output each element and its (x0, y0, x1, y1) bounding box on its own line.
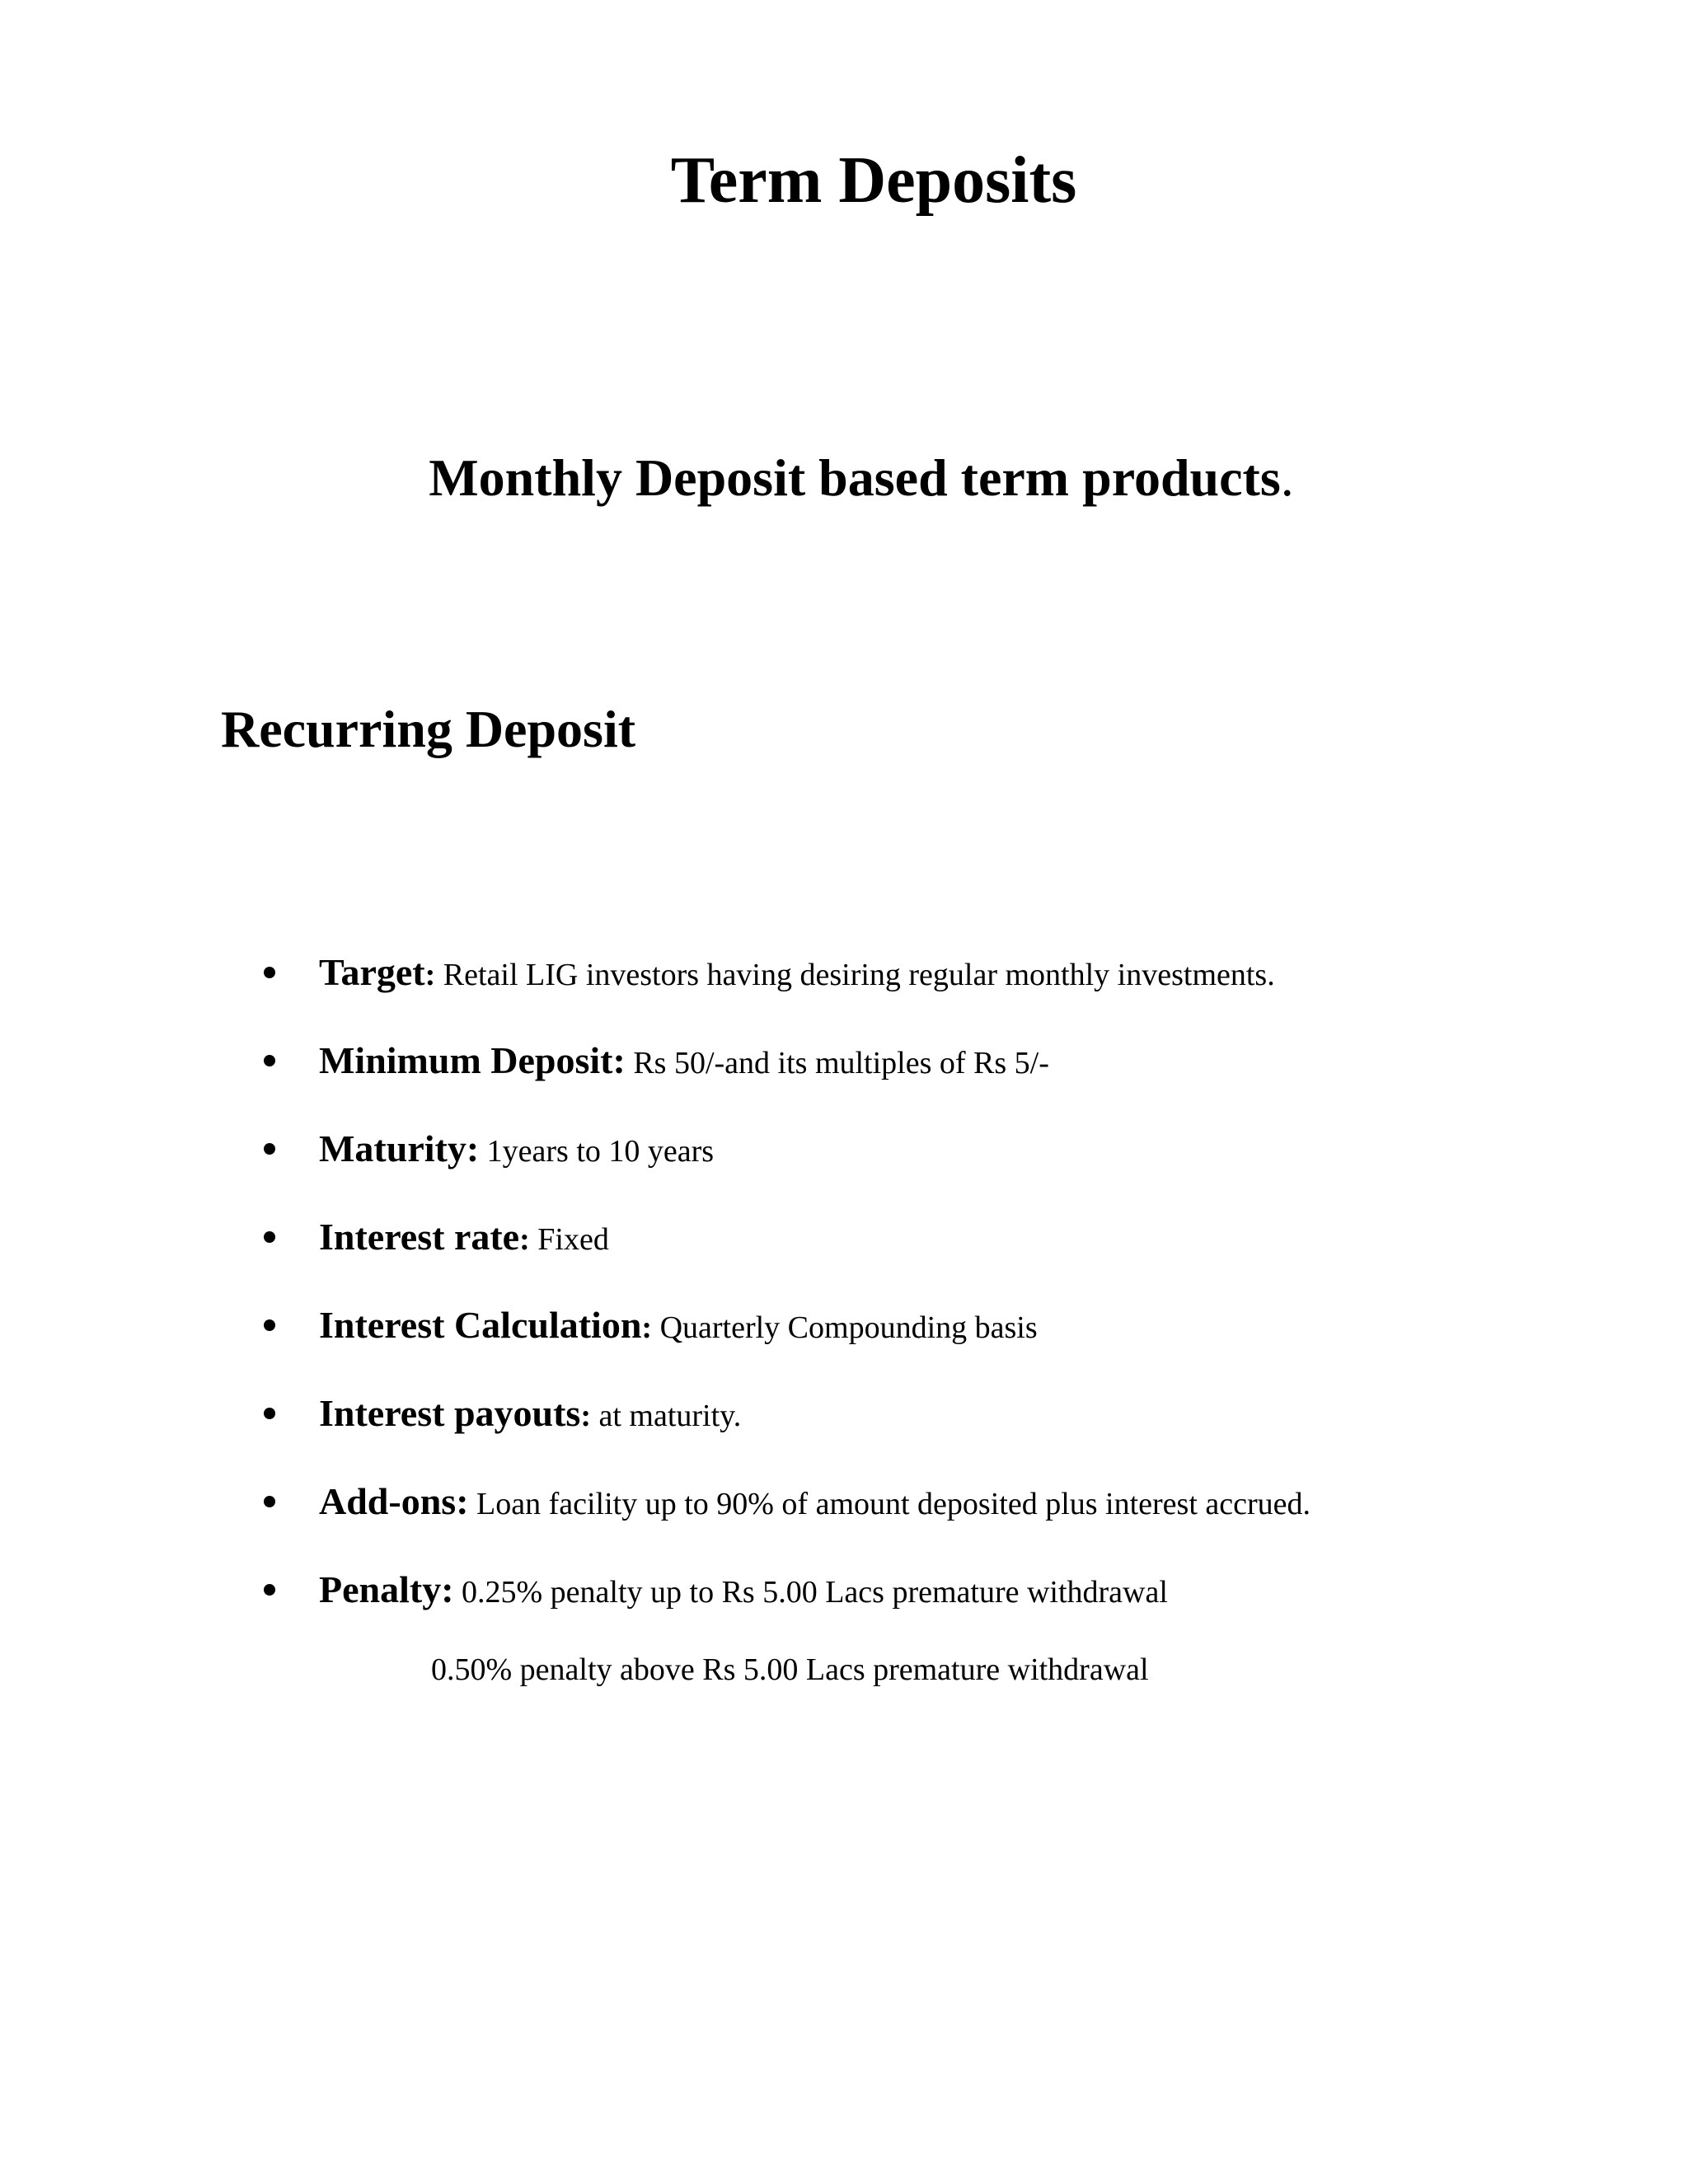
bullet-icon (264, 1319, 275, 1331)
feature-list (264, 948, 1624, 1653)
item-description: Fixed (529, 1222, 609, 1257)
item-description: Loan facility up to 90% of amount deposited plus interest accrued. (468, 1487, 1311, 1521)
bullet-icon (264, 1055, 275, 1066)
item-colon: : (519, 1222, 530, 1257)
list-item-penalty (264, 1565, 1624, 1653)
bullet-icon (264, 1584, 275, 1596)
subtitle-text: Monthly Deposit based term products (429, 448, 1281, 507)
subtitle-period: . (1280, 448, 1294, 507)
item-description: Rs 50/-and its multiples of Rs 5/- (625, 1046, 1049, 1080)
item-colon: : (580, 1399, 591, 1433)
list-item-interest-payouts (264, 1389, 1624, 1477)
item-term: Interest Calculation (319, 1304, 642, 1346)
subtitle (0, 449, 1688, 507)
bullet-icon (264, 1231, 275, 1243)
item-term: Minimum Deposit: (319, 1039, 626, 1081)
item-term: Interest payouts (319, 1392, 581, 1434)
item-colon: : (424, 958, 436, 992)
list-item-target (264, 948, 1624, 1036)
page-title: Term Deposits (670, 144, 1077, 217)
item-term: Add-ons: (319, 1480, 469, 1522)
item-description: 0.25% penalty up to Rs 5.00 Lacs premature withdrawal (453, 1575, 1168, 1610)
list-item-interest-calculation (264, 1301, 1624, 1389)
item-term: Penalty: (319, 1568, 454, 1610)
bullet-icon (264, 1143, 275, 1155)
item-colon: : (641, 1310, 653, 1345)
section-heading: Recurring Deposit (221, 700, 636, 758)
list-item-interest-rate (264, 1212, 1624, 1301)
penalty-continuation: 0.50% penalty above Rs 5.00 Lacs premature withdrawal (431, 1652, 1149, 1687)
bullet-icon (264, 1496, 275, 1507)
item-description: Retail LIG investors having desiring regular monthly investments. (435, 958, 1275, 992)
item-description: at maturity. (590, 1399, 742, 1433)
list-item-minimum-deposit (264, 1036, 1624, 1124)
item-term: Maturity: (319, 1127, 480, 1169)
item-description: 1years to 10 years (479, 1134, 715, 1169)
item-term: Target (319, 951, 425, 993)
list-item-maturity (264, 1124, 1624, 1212)
list-item-add-ons (264, 1477, 1624, 1565)
bullet-icon (264, 1408, 275, 1419)
item-term: Interest rate (319, 1216, 520, 1258)
item-description: Quarterly Compounding basis (652, 1310, 1038, 1345)
bullet-icon (264, 967, 275, 978)
